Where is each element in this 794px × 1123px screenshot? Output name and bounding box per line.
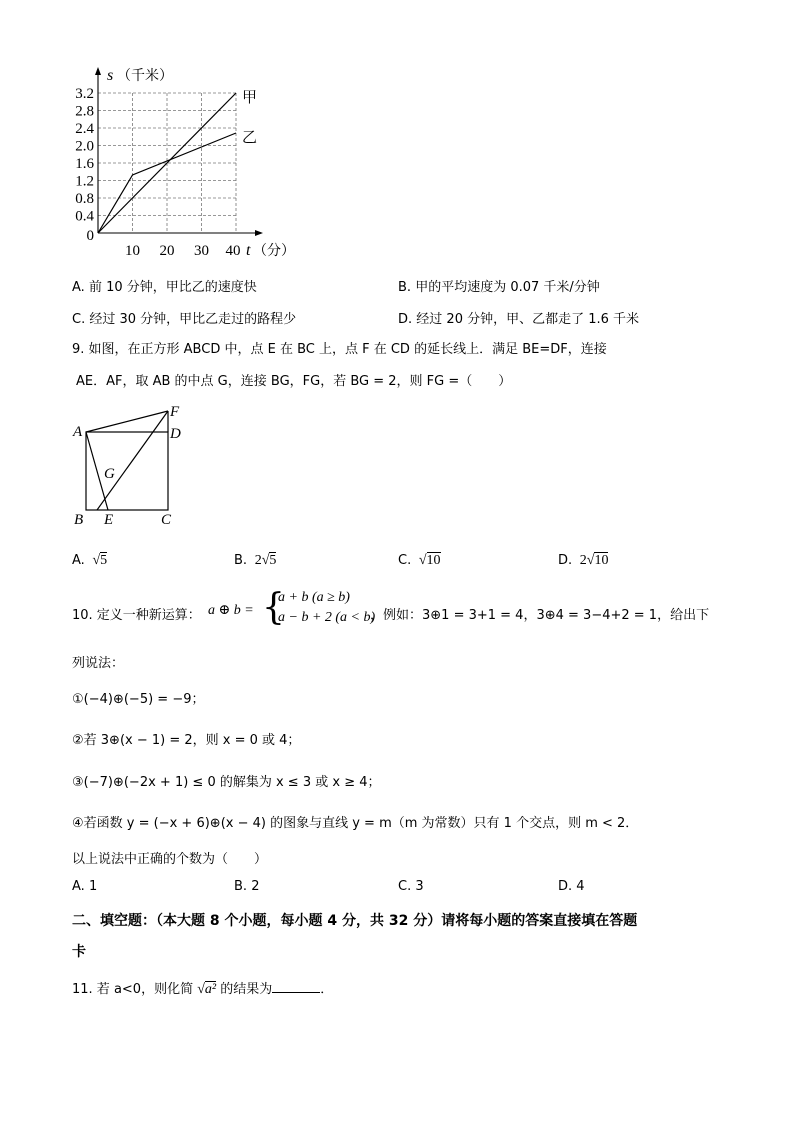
option-key: A. xyxy=(72,280,85,295)
option-text: 前 10 分钟，甲比乙的速度快 xyxy=(88,280,257,295)
distance-time-graph xyxy=(60,62,320,267)
y-tick: 0.8 xyxy=(75,191,94,207)
option-key: D. xyxy=(558,879,573,894)
q10-option-d xyxy=(558,879,585,894)
point-a-label: A xyxy=(73,424,83,440)
section-2-heading-cont: 卡 xyxy=(72,944,86,960)
point-d-label: D xyxy=(170,426,181,442)
y-tick: 2.8 xyxy=(75,103,94,120)
q10-option-b xyxy=(234,879,259,894)
q10-question: 以上说法中正确的个数为（ ） xyxy=(72,852,268,867)
square-abcd xyxy=(86,432,168,510)
option-key: B. xyxy=(234,879,248,894)
option-key: D. xyxy=(398,312,413,327)
q9-stem-line1: 9. 如图，在正方形 ABCD 中，点 E 在 BC 上，点 F 在 CD 的延长线上．满足 BE=DF，连接 xyxy=(72,342,607,357)
point-b-label: B xyxy=(74,512,84,528)
option-key: B. xyxy=(398,280,412,295)
q10-option-c xyxy=(398,879,424,894)
q10-option-a xyxy=(72,879,97,894)
x-tick: 20 xyxy=(159,243,175,259)
section-2-heading: 二、填空题：（本大题 8 个小题，每小题 4 分，共 32 分）请将每小题的答案直接填在答题 xyxy=(72,913,638,929)
q10-example: ，例如：3⊕1 = 3+1 = 4，3⊕4 = 3−4+2 = 1，给出下 xyxy=(370,608,710,623)
option-key: A. xyxy=(72,553,85,568)
answer-blank[interactable] xyxy=(272,980,320,993)
x-tick: 40 xyxy=(225,243,241,259)
option-key: C. xyxy=(398,553,412,568)
y-tick: 1.6 xyxy=(75,156,94,172)
q11-stem: 11. 若 a<0，则化简 √a² 的结果为 ． xyxy=(72,982,334,997)
q10-statement-2: ②若 3⊕(x − 1) = 2，则 x = 0 或 4； xyxy=(72,733,301,748)
q11-prefix: 11. 若 a<0，则化简 xyxy=(72,982,194,997)
option-value: √10 xyxy=(418,553,441,568)
x-axis-arrow xyxy=(255,230,263,236)
case-1: a + b (a ≥ b) xyxy=(278,590,350,605)
y-axis-arrow xyxy=(95,67,101,75)
q11-suffix: 的结果为 xyxy=(220,982,273,997)
q9-option-b xyxy=(234,553,276,569)
y-tick: 3.2 xyxy=(75,86,94,102)
option-text: 3 xyxy=(415,879,424,894)
x-tick: 30 xyxy=(194,243,209,259)
q10-def-lhs: a ⊕ b = xyxy=(208,603,254,618)
option-text: 4 xyxy=(576,879,585,894)
option-text: 1 xyxy=(88,879,98,894)
square-figure xyxy=(68,400,188,530)
x-tick: 10 xyxy=(125,243,140,259)
option-key: C. xyxy=(72,312,86,327)
option-value: 2√5 xyxy=(254,553,277,568)
option-text: 甲的平均速度为 0.07 千米/分钟 xyxy=(415,280,600,295)
q10-statement-4: ④若函数 y = (−x + 6)⊕(x − 4) 的图象与直线 y = m（m 为常数）只有 1 个交点，则 m < 2． xyxy=(72,816,639,831)
q11-radical: √a² xyxy=(197,982,217,997)
option-key: B. xyxy=(234,553,248,568)
y-tick: 0.4 xyxy=(75,208,94,225)
q10-cases xyxy=(278,588,375,628)
y-tick: 2.4 xyxy=(75,121,94,137)
y-tick: 1.2 xyxy=(75,173,94,190)
q10-stem-line2: 列说法： xyxy=(72,656,125,671)
point-f-label: F xyxy=(170,404,180,420)
y-tick: 2.0 xyxy=(75,138,94,155)
q10-intro: 10. 定义一种新运算： xyxy=(72,608,201,623)
option-text: 经过 30 分钟，甲比乙走过的路程少 xyxy=(89,312,297,327)
q9-option-d xyxy=(558,553,608,569)
y-axis-var: s xyxy=(107,67,114,84)
x-axis-var: t xyxy=(246,242,251,259)
option-value: √5 xyxy=(92,553,108,568)
option-key: D. xyxy=(558,553,573,568)
origin-label: 0 xyxy=(86,228,94,244)
option-key: A. xyxy=(72,879,85,894)
x-axis-unit: （分） xyxy=(253,244,295,259)
y-axis-unit: （千米） xyxy=(117,69,173,84)
q8-option-d xyxy=(398,308,639,327)
option-text: 经过 20 分钟，甲、乙都走了 1.6 千米 xyxy=(416,312,640,327)
q8-option-a xyxy=(72,276,257,295)
brace-icon: { xyxy=(262,587,285,628)
q9-stem-line2: AE．AF，取 AB 的中点 G，连接 BG，FG，若 BG = 2，则 FG =（ ） xyxy=(76,374,512,389)
point-g-label: G xyxy=(104,466,115,482)
point-c-label: C xyxy=(161,512,172,528)
q10-statement-1: ①(−4)⊕(−5) = −9； xyxy=(72,692,205,707)
case-2: a − b + 2 (a < b) xyxy=(278,610,376,625)
line-yi-label: 乙 xyxy=(242,130,258,146)
line-jia-label: 甲 xyxy=(242,90,258,106)
q9-option-c xyxy=(398,553,441,569)
q9-option-a xyxy=(72,553,107,569)
point-e-label: E xyxy=(104,512,114,528)
option-text: 2 xyxy=(251,879,260,894)
q10-statement-3: ③(−7)⊕(−2x + 1) ≤ 0 的解集为 x ≤ 3 或 x ≥ 4； xyxy=(72,775,381,790)
option-value: 2√10 xyxy=(579,553,609,568)
option-key: C. xyxy=(398,879,412,894)
q8-option-b xyxy=(398,276,600,295)
q8-option-c xyxy=(72,308,296,327)
